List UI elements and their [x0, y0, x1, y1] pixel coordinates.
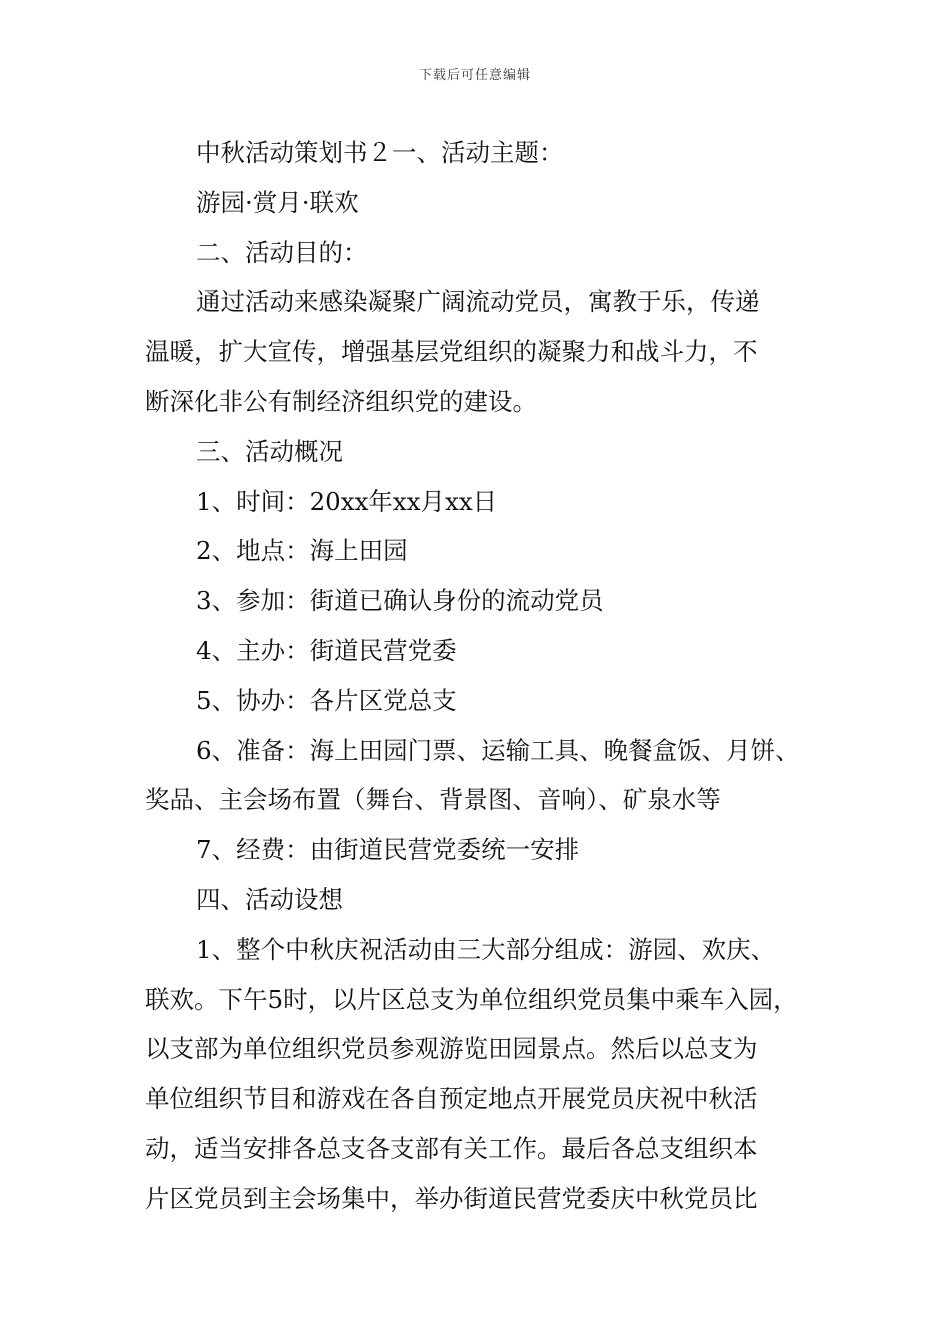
text-line: 1、时间：20xx年xx月xx日 [196, 486, 498, 516]
text-line: 断深化非公有制经济组织党的建设。 [145, 386, 537, 416]
text-line: 以支部为单位组织党员参观游览田园景点。然后以总支为 [145, 1034, 758, 1064]
text-line: 联欢。下午5时，以片区总支为单位组织党员集中乘车入园， [145, 984, 798, 1014]
text-line: 温暖，扩大宣传，增强基层党组织的凝聚力和战斗力，不 [145, 337, 758, 367]
text-line: 四、活动设想 [196, 884, 343, 914]
text-line: 游园·赏月·联欢 [196, 187, 359, 217]
text-line: 三、活动概况 [196, 436, 343, 466]
text-line: 奖品、主会场布置（舞台、背景图、音响）、矿泉水等 [145, 785, 721, 815]
text-line: 4、主办：街道民营党委 [196, 635, 457, 665]
text-line: 6、准备：海上田园门票、运输工具、晚餐盒饭、月饼、 [196, 735, 800, 765]
text-line: 动，适当安排各总支各支部有关工作。最后各总支组织本 [145, 1133, 758, 1163]
text-line: 二、活动目的： [196, 237, 368, 267]
text-line: 单位组织节目和游戏在各自预定地点开展党员庆祝中秋活 [145, 1084, 758, 1114]
document-body [145, 128, 825, 1224]
text-line: 5、协办：各片区党总支 [196, 685, 457, 715]
text-line: 1、整个中秋庆祝活动由三大部分组成：游园、欢庆、 [196, 934, 776, 964]
text-line: 7、经费：由街道民营党委统一安排 [196, 835, 580, 865]
text-line: 3、参加：街道已确认身份的流动党员 [196, 586, 604, 616]
text-line: 片区党员到主会场集中，举办街道民营党委庆中秋党员比 [145, 1183, 758, 1213]
page-header: 下载后可任意编辑 [418, 68, 531, 83]
text-line: 中秋活动策划书２一、活动主题： [196, 138, 564, 167]
text-line: 2、地点：海上田园 [196, 536, 408, 566]
text-line: 通过活动来感染凝聚广阔流动党员，寓教于乐，传递 [196, 287, 760, 317]
